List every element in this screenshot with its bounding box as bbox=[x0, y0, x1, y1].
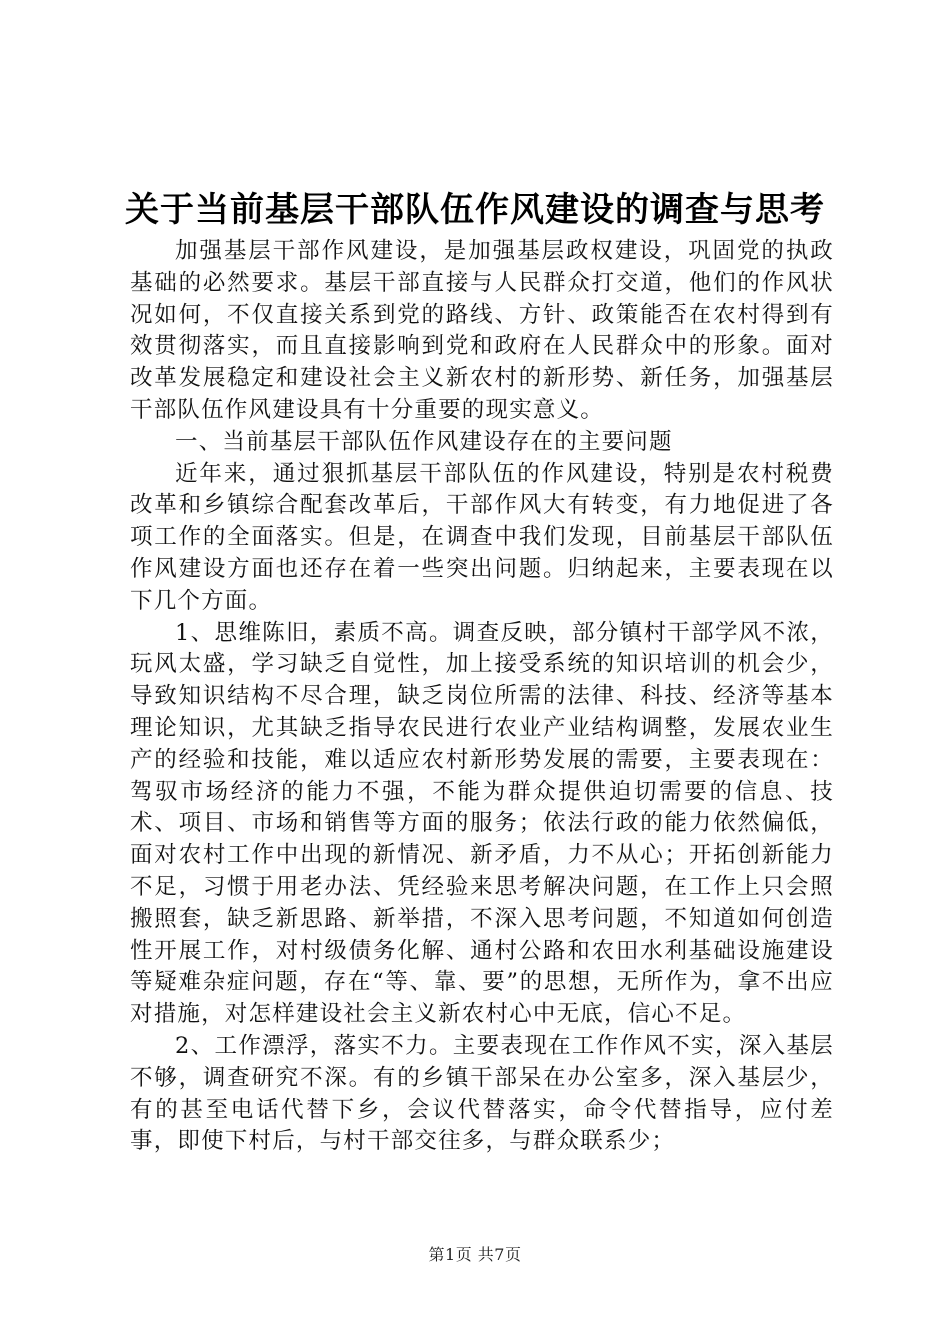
document-body bbox=[130, 236, 834, 1158]
paragraph-point-1: 1、思维陈旧，素质不高。调查反映，部分镇村干部学风不浓，玩风太盛，学习缺乏自觉性，加上接受系统的知识培训的机会少，导致知识结构不尽合理，缺乏岗位所需的法律、科技、经济等基本理论知识，尤其缺乏指导农民进行农业产业结构调整，发展农业生产的经验和技能，难以适应农村新形势发展的需要，主要表现在：驾驭市场经济的能力不强，不能为群众提供迫切需要的信息、技术、项目、市场和销售等方面的服务；依法行政的能力依然偏低，面对农村工作中出现的新情况、新矛盾，力不从心；开拓创新能力不足，习惯于用老办法、凭经验来思考解决问题，在工作上只会照搬照套，缺乏新思路、新举措，不深入思考问题，不知道如何创造性开展工作，对村级债务化解、通村公路和农田水利基础设施建设等疑难杂症问题，存在“等、靠、要”的思想，无所作为，拿不出应对措施，对怎样建设社会主义新农村心中无底，信心不足。 bbox=[130, 619, 834, 1028]
paragraph-point-2: 2、工作漂浮，落实不力。主要表现在工作作风不实，深入基层不够，调查研究不深。有的乡镇干部呆在办公室多，深入基层少，有的甚至电话代替下乡，会议代替落实，命令代替指导，应付差事，即使下村后，与村干部交往多，与群众联系少； bbox=[130, 1032, 834, 1155]
document-title: 关于当前基层干部队伍作风建设的调查与思考 bbox=[125, 190, 825, 230]
paragraph-overview: 近年来，通过狠抓基层干部队伍的作风建设，特别是农村税费改革和乡镇综合配套改革后，干部作风大有转变，有力地促进了各项工作的全面落实。但是，在调查中我们发现，目前基层干部队伍作风建设方面也还存在着一些突出问题。归纳起来，主要表现在以下几个方面。 bbox=[130, 460, 834, 614]
section-heading-1: 一、当前基层干部队伍作风建设存在的主要问题 bbox=[175, 428, 673, 455]
paragraph-intro: 加强基层干部作风建设，是加强基层政权建设，巩固党的执政基础的必然要求。基层干部直接与人民群众打交道，他们的作风状况如何，不仅直接关系到党的路线、方针、政策能否在农村得到有效贯彻落实，而且直接影响到党和政府在人民群众中的形象。面对改革发展稳定和建设社会主义新农村的新形势、新任务，加强基层干部队伍作风建设具有十分重要的现实意义。 bbox=[130, 238, 834, 423]
page-footer: 第1页 共7页 bbox=[428, 1245, 522, 1264]
